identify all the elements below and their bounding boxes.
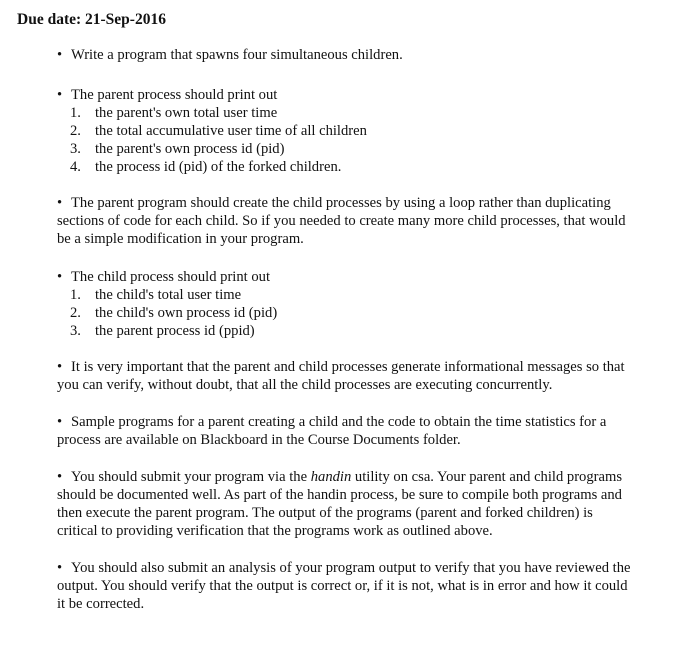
bullet-text: sections of code for each child. So if you needed to create many more child processes, that would bbox=[57, 213, 626, 229]
bullet-glyph: • bbox=[57, 195, 63, 211]
bullet-text: You should also submit an analysis of your program output to verify that you have reviewed the bbox=[71, 560, 631, 576]
bullet-glyph: • bbox=[57, 47, 63, 63]
bullet-sample-programs bbox=[57, 413, 693, 449]
bullet-text: The parent program should create the child processes by using a loop rather than duplicating bbox=[71, 195, 611, 211]
bullet-text: The child process should print out bbox=[71, 269, 271, 285]
bullet-text: critical to providing verification that the programs work as outlined above. bbox=[57, 523, 493, 539]
bullet-text: Sample programs for a parent creating a child and the code to obtain the time statistics for a bbox=[71, 414, 607, 430]
list-item: 2. the child's own process id (pid) bbox=[70, 305, 278, 321]
bullet-text: Write a program that spawns four simultaneous children. bbox=[71, 47, 403, 63]
list-item: 4. the process id (pid) of the forked children. bbox=[70, 159, 342, 175]
bullet-text: it be corrected. bbox=[57, 596, 145, 612]
bullet-write-program bbox=[57, 46, 693, 64]
bullet-glyph: • bbox=[57, 469, 63, 485]
bullet-child-print bbox=[57, 268, 693, 340]
list-item: 1. the parent's own total user time bbox=[70, 105, 278, 121]
bullet-glyph: • bbox=[57, 269, 63, 285]
bullet-text: You should submit your program via the bbox=[71, 469, 311, 485]
bullet-submit-analysis bbox=[57, 559, 693, 613]
bullet-glyph: • bbox=[57, 87, 63, 103]
bullet-text: output. You should verify that the output is correct or, if it is not, what is in error and how it could bbox=[57, 578, 628, 594]
bullet-glyph: • bbox=[57, 560, 63, 576]
due-date-heading: Due date: 21-Sep-2016 bbox=[17, 11, 166, 28]
parent-print-list bbox=[57, 104, 693, 176]
handin-emphasis: handin bbox=[310, 469, 352, 485]
bullet-text: utility on csa. Your parent and child programs bbox=[351, 469, 623, 485]
list-item: 1. the child's total user time bbox=[70, 287, 242, 303]
bullet-glyph: • bbox=[57, 414, 63, 430]
list-item: 3. the parent's own process id (pid) bbox=[70, 141, 285, 157]
bullet-loop-creation bbox=[57, 194, 693, 248]
bullet-text: then execute the parent program. The output of the programs (parent and forked children) is bbox=[57, 505, 593, 521]
list-item: 2. the total accumulative user time of all children bbox=[70, 123, 367, 139]
bullet-text: be a simple modification in your program. bbox=[57, 231, 304, 247]
bullet-submit-program bbox=[57, 468, 693, 540]
bullet-glyph: • bbox=[57, 359, 63, 375]
bullet-text: should be documented well. As part of the handin process, be sure to compile both programs and bbox=[57, 487, 622, 503]
child-print-list bbox=[57, 286, 693, 340]
bullet-text: process are available on Blackboard in the Course Documents folder. bbox=[57, 432, 461, 448]
bullet-text: The parent process should print out bbox=[71, 87, 278, 103]
bullet-informational-messages bbox=[57, 358, 693, 394]
bullet-text: It is very important that the parent and child processes generate informational messages so that bbox=[71, 359, 625, 375]
bullet-parent-print bbox=[57, 86, 693, 176]
bullet-text: you can verify, without doubt, that all the child processes are executing concurrently. bbox=[57, 377, 553, 393]
list-item: 3. the parent process id (ppid) bbox=[70, 323, 255, 339]
